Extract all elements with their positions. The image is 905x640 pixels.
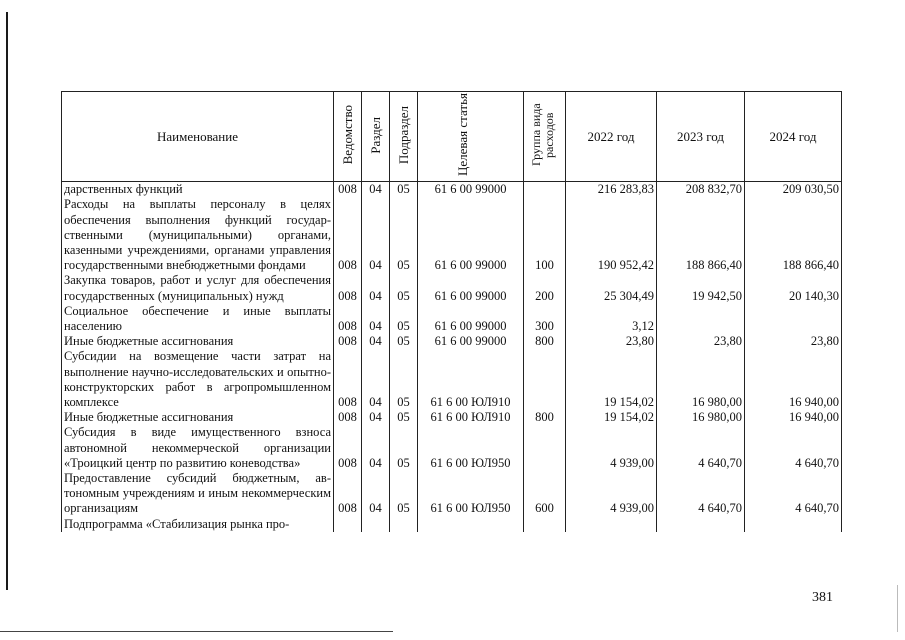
- cell-2022: [566, 517, 657, 532]
- cell-department: 008: [334, 197, 362, 273]
- cell-2023: 188 866,40: [657, 197, 745, 273]
- cell-2022: 190 952,42: [566, 197, 657, 273]
- cell-subsection: 05: [390, 349, 418, 410]
- header-2023: 2023 год: [657, 92, 745, 182]
- header-row: [62, 92, 842, 182]
- cell-name: Субсидии на возмещение части затрат на выполнение научно-исследовательских и опытно-конструкторских работ в агропромышленном комплексе: [62, 349, 334, 410]
- cell-expense-group: 800: [524, 334, 566, 349]
- cell-name: Подпрограмма «Стабилизация рынка про-: [62, 517, 334, 532]
- cell-2023: 4 640,70: [657, 425, 745, 471]
- cell-expense-group: [524, 349, 566, 410]
- cell-name: Предоставление субсидий бюджетным, автономным учреждениям и иным некоммерческим организациям: [62, 471, 334, 517]
- table-row: [62, 517, 842, 532]
- cell-section: [362, 517, 390, 532]
- cell-name: Социальное обеспечение и иные выплаты населению: [62, 304, 334, 334]
- cell-expense-group: [524, 517, 566, 532]
- cell-department: [334, 517, 362, 532]
- cell-name: Субсидия в виде имущественного взноса автономной некоммерческой организации «Троицкий центр по развитию коневодства»: [62, 425, 334, 471]
- cell-target-article: 61 6 00 99000: [418, 334, 524, 349]
- cell-name: Иные бюджетные ассигнования: [62, 410, 334, 425]
- cell-department: 008: [334, 425, 362, 471]
- cell-2022: 4 939,00: [566, 425, 657, 471]
- cell-expense-group: [524, 425, 566, 471]
- cell-name: Расходы на выплаты персоналу в целях обеспечения выполнения функций государственными (муниципальными) органами, казенными учреждениями, органами управления государственными внебюджетными фондами: [62, 197, 334, 273]
- cell-subsection: 05: [390, 304, 418, 334]
- cell-department: 008: [334, 471, 362, 517]
- cell-2024: 209 030,50: [745, 182, 842, 198]
- cell-section: 04: [362, 304, 390, 334]
- table-row: [62, 349, 842, 410]
- cell-2023: [657, 517, 745, 532]
- header-target-article: Целевая статья: [418, 92, 524, 182]
- cell-2023: 19 942,50: [657, 273, 745, 303]
- cell-subsection: 05: [390, 334, 418, 349]
- cell-target-article: 61 6 00 99000: [418, 273, 524, 303]
- table-row: [62, 197, 842, 273]
- cell-2024: 188 866,40: [745, 197, 842, 273]
- cell-2024: [745, 517, 842, 532]
- cell-subsection: 05: [390, 425, 418, 471]
- page-number: 381: [812, 590, 833, 605]
- cell-section: 04: [362, 471, 390, 517]
- cell-section: 04: [362, 273, 390, 303]
- table-row: [62, 182, 842, 198]
- cell-section: 04: [362, 425, 390, 471]
- cell-2023: 208 832,70: [657, 182, 745, 198]
- binding-line: [6, 12, 8, 590]
- cell-2024: 16 940,00: [745, 349, 842, 410]
- cell-2023: 23,80: [657, 334, 745, 349]
- cell-target-article: 61 6 00 ЮЛ950: [418, 471, 524, 517]
- cell-2023: [657, 304, 745, 334]
- cell-2024: 16 940,00: [745, 410, 842, 425]
- cell-name: Закупка товаров, работ и услуг для обеспечения государственных (муниципальных) нужд: [62, 273, 334, 303]
- cell-2023: 4 640,70: [657, 471, 745, 517]
- cell-section: 04: [362, 197, 390, 273]
- cell-subsection: [390, 517, 418, 532]
- cell-department: 008: [334, 182, 362, 198]
- cell-target-article: 61 6 00 99000: [418, 182, 524, 198]
- cell-2023: 16 980,00: [657, 349, 745, 410]
- table-row: [62, 471, 842, 517]
- cell-section: 04: [362, 182, 390, 198]
- table-row: [62, 425, 842, 471]
- cell-expense-group: 800: [524, 410, 566, 425]
- cell-expense-group: 300: [524, 304, 566, 334]
- cell-subsection: 05: [390, 410, 418, 425]
- cell-subsection: 05: [390, 273, 418, 303]
- cell-expense-group: [524, 182, 566, 198]
- table-row: [62, 273, 842, 303]
- cell-2023: 16 980,00: [657, 410, 745, 425]
- cell-2024: 20 140,30: [745, 273, 842, 303]
- cell-department: 008: [334, 349, 362, 410]
- cell-name: Иные бюджетные ассигнования: [62, 334, 334, 349]
- cell-section: 04: [362, 334, 390, 349]
- header-2022: 2022 год: [566, 92, 657, 182]
- header-department: Ведомство: [334, 92, 362, 182]
- header-name: Наименование: [62, 92, 334, 182]
- table-row: [62, 410, 842, 425]
- cell-expense-group: 200: [524, 273, 566, 303]
- cell-department: 008: [334, 334, 362, 349]
- header-subsection: Подраздел: [390, 92, 418, 182]
- cell-target-article: 61 6 00 ЮЛ910: [418, 349, 524, 410]
- cell-target-article: [418, 517, 524, 532]
- table-row: [62, 304, 842, 334]
- cell-department: 008: [334, 273, 362, 303]
- cell-name: дарственных функций: [62, 182, 334, 198]
- cell-expense-group: 600: [524, 471, 566, 517]
- cell-subsection: 05: [390, 197, 418, 273]
- cell-2024: 4 640,70: [745, 471, 842, 517]
- cell-2022: 4 939,00: [566, 471, 657, 517]
- cell-target-article: 61 6 00 99000: [418, 304, 524, 334]
- cell-expense-group: 100: [524, 197, 566, 273]
- cell-subsection: 05: [390, 182, 418, 198]
- cell-department: 008: [334, 304, 362, 334]
- header-section: Раздел: [362, 92, 390, 182]
- cell-target-article: 61 6 00 ЮЛ910: [418, 410, 524, 425]
- header-expense-group: Группа вида расходов: [524, 92, 566, 182]
- cell-2022: 19 154,02: [566, 410, 657, 425]
- cell-section: 04: [362, 410, 390, 425]
- cell-2024: [745, 304, 842, 334]
- cell-2022: 3,12: [566, 304, 657, 334]
- cell-section: 04: [362, 349, 390, 410]
- cell-subsection: 05: [390, 471, 418, 517]
- cell-department: 008: [334, 410, 362, 425]
- budget-table: [61, 91, 842, 532]
- cell-2024: 4 640,70: [745, 425, 842, 471]
- footer-rule: [0, 631, 393, 632]
- cell-target-article: 61 6 00 ЮЛ950: [418, 425, 524, 471]
- cell-2022: 25 304,49: [566, 273, 657, 303]
- margin-rule: [897, 585, 898, 632]
- cell-2024: 23,80: [745, 334, 842, 349]
- table-row: [62, 334, 842, 349]
- cell-target-article: 61 6 00 99000: [418, 197, 524, 273]
- cell-2022: 19 154,02: [566, 349, 657, 410]
- cell-2022: 23,80: [566, 334, 657, 349]
- cell-2022: 216 283,83: [566, 182, 657, 198]
- header-2024: 2024 год: [745, 92, 842, 182]
